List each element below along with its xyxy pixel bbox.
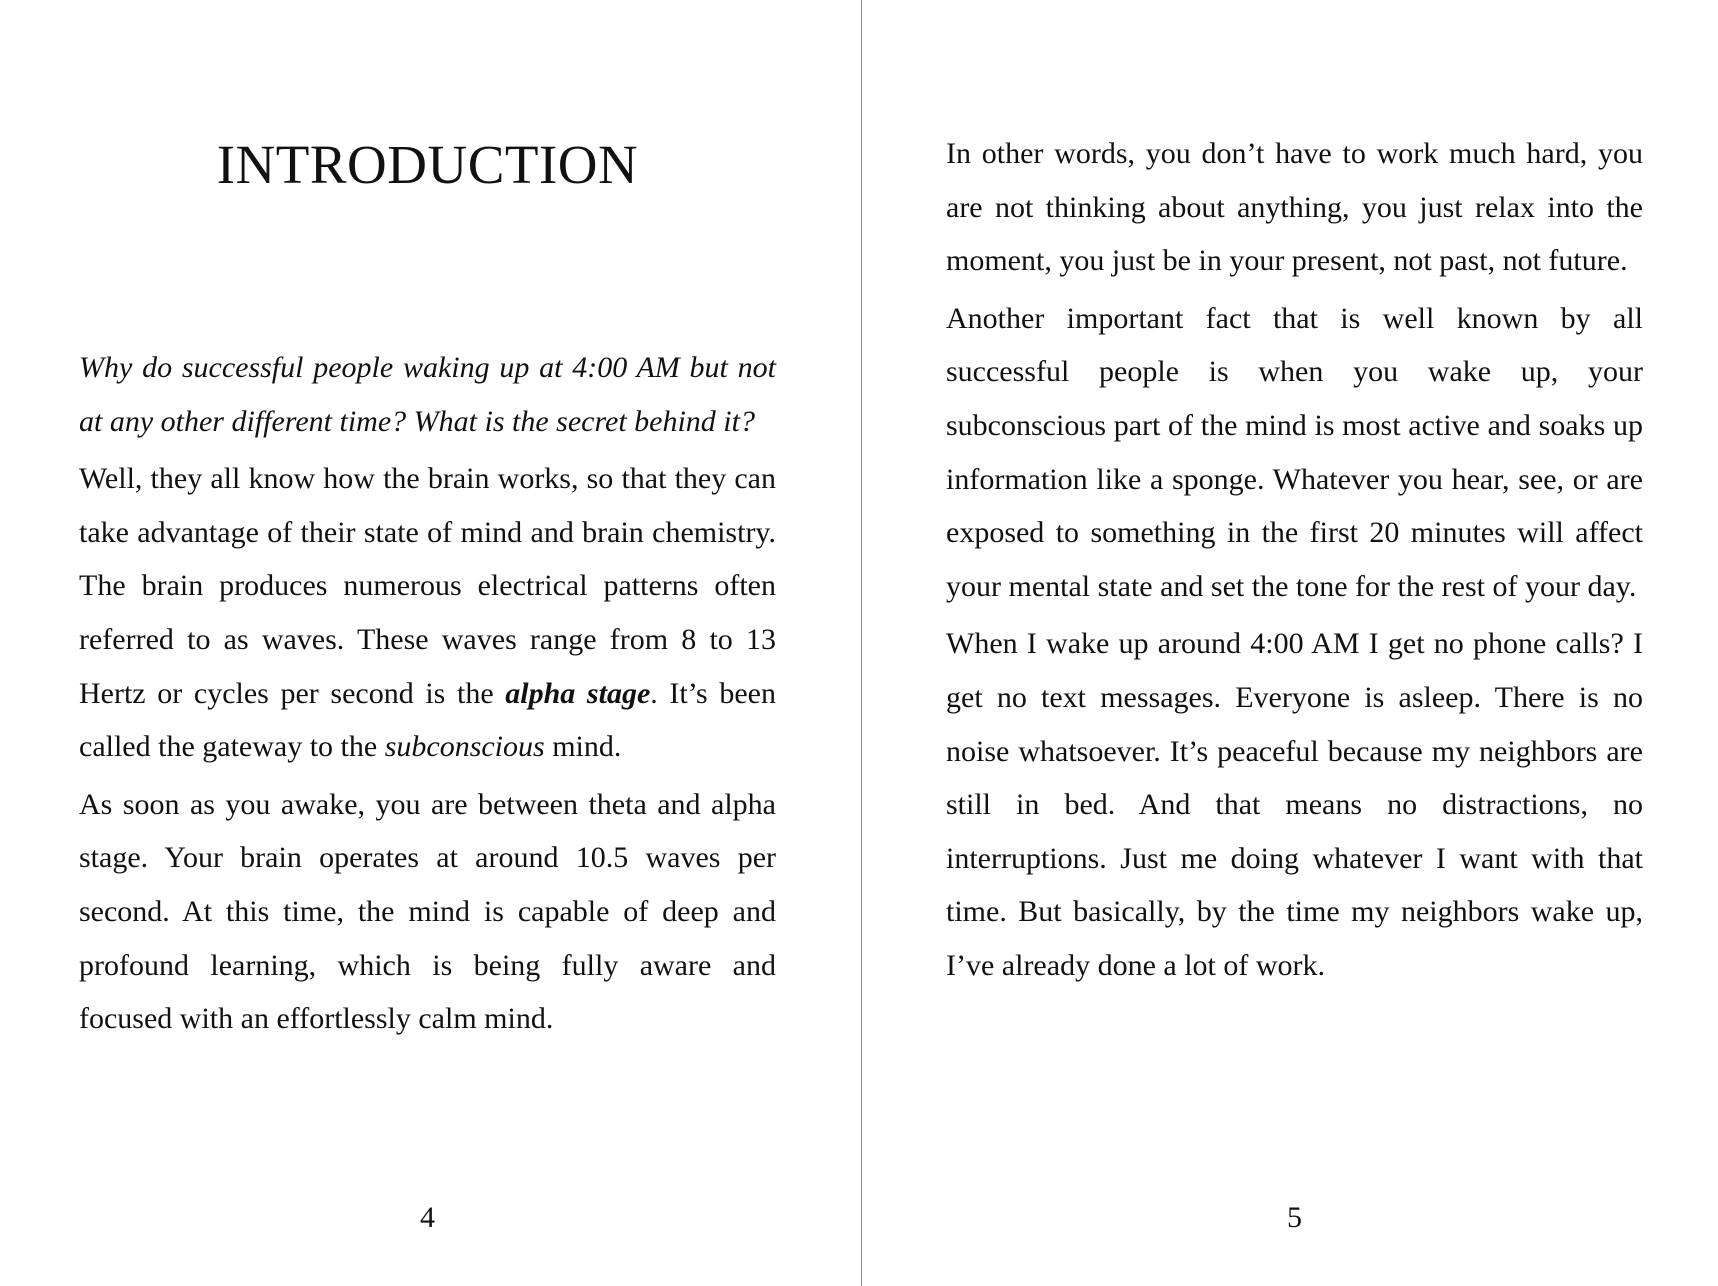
subconscious-term: subconscious: [384, 730, 545, 764]
page-number-right: 5: [1287, 1201, 1302, 1234]
left-page-body: [79, 341, 776, 1050]
right-page: [946, 0, 1643, 1286]
chapter-title: INTRODUCTION: [216, 134, 639, 195]
wake-up-paragraph: When I wake up around 4:00 AM I get no phone calls? I get no text messages. Everyone is asleep. There is no noise whatsoever. It’s peaceful because my neighbors are still in bed. And that means no distractions, no interruptions. Just me doing whatever I want with that time. But basically, by the time my neighbors wake up, I’ve already done a lot of work.: [946, 627, 1643, 982]
left-page: [79, 0, 776, 1286]
right-page-body: [946, 127, 1643, 997]
page-divider: [861, 0, 862, 1286]
page-number-left: 4: [420, 1201, 435, 1234]
brain-waves-paragraph: [79, 452, 776, 774]
important-fact-paragraph: Another important fact that is well known by all successful people is when you wake up, your subconscious part of the mind is most active and soaks up information like a sponge. Whatever you hear, see, or are exposed to something in the first 20 minutes will affect your mental state and set the tone for the rest of your day.: [946, 301, 1643, 603]
brain-waves-text-1: Well, they all know how the brain works, so that they can take advantage of their state of mind and brain chemistry. The brain produces numerous electrical patterns often referred to as waves. These waves range from 8 to 13 Hertz or cycles per second is the: [79, 462, 776, 710]
intro-question-paragraph: Why do successful people waking up at 4:00 AM but not at any other different time? What is the secret behind it?: [79, 351, 776, 438]
brain-waves-text-3: mind.: [544, 730, 622, 764]
awake-paragraph: As soon as you awake, you are between theta and alpha stage. Your brain operates at around 10.5 waves per second. At this time, the mind is capable of deep and profound learning, which is being fully aware and focused with an effortlessly calm mind.: [79, 787, 776, 1036]
in-other-words-paragraph: In other words, you don’t have to work much hard, you are not thinking about anything, you just relax into the moment, you just be in your present, not past, not future.: [946, 137, 1643, 278]
brain-waves-text-2: . It’s been called the gateway to the: [79, 676, 776, 764]
alpha-stage-term: alpha stage: [505, 676, 651, 710]
